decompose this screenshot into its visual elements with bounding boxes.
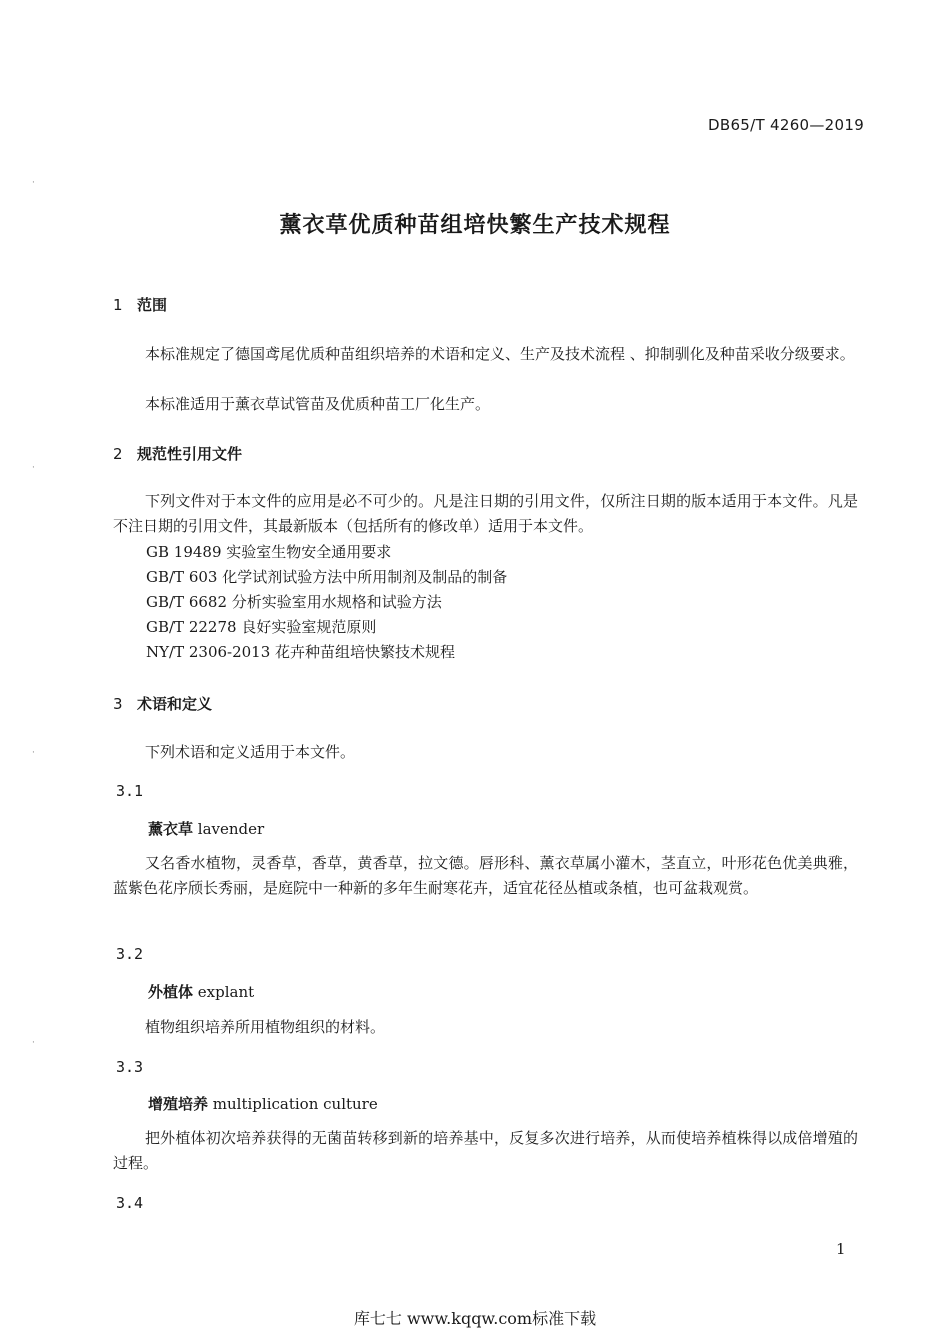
term-definition: 把外植体初次培养获得的无菌苗转移到新的培养基中，反复多次进行培养，从而使培养植株得以成倍增殖的过程。 [113,1129,858,1172]
term-en: multiplication culture [212,1095,378,1113]
scan-speck: · [32,1038,35,1048]
section-number: 1 [113,296,123,314]
paragraph: 下列文件对于本文件的应用是必不可少的。凡是注日期的引用文件，仅所注日期的版本适用于本文件。凡是不注日期的引用文件，其最新版本（包括所有的修改单）适用于本文件。 [113,492,858,535]
paragraph: 本标准规定了德国鸢尾优质种苗组织培养的术语和定义、生产及技术流程 、抑制驯化及种苗采收分级要求。 [145,345,855,363]
section-2-heading [113,443,242,464]
section-title: 规范性引用文件 [137,445,243,463]
scan-speck: · [32,463,35,473]
term-heading [148,1093,378,1114]
scan-speck: · [32,748,35,758]
term-number: 3.3 [116,1058,144,1076]
reference-item: GB 19489 实验室生物安全通用要求 [146,543,392,561]
term-definition: 又名香水植物，灵香草，香草，黄香草，拉文德。唇形科、薰衣草属小灌木，茎直立，叶形花色优美典雅，蓝紫色花序颀长秀丽，是庭院中一种新的多年生耐寒花卉，适宜花径丛植或条植，也可盆栽观赏。 [113,854,858,897]
section-number: 3 [113,695,123,713]
section-number: 2 [113,445,123,463]
section-title: 术语和定义 [137,695,213,713]
term-en: lavender [197,820,265,838]
reference-item: GB/T 603 化学试剂试验方法中所用制剂及制品的制备 [146,568,508,586]
section-3-heading [113,693,212,714]
section-title: 范围 [137,296,168,314]
reference-item: GB/T 6682 分析实验室用水规格和试验方法 [146,593,442,611]
term-cn: 薰衣草 [148,820,194,838]
term-cn: 外植体 [148,983,194,1001]
term-heading [148,818,264,839]
standard-number: DB65/T 4260—2019 [708,116,865,134]
term-definition: 植物组织培养所用植物组织的材料。 [145,1018,386,1036]
term-number: 3.2 [116,945,144,963]
scan-speck: · [32,178,35,188]
term-heading [148,981,254,1002]
reference-item: NY/T 2306-2013 花卉种苗组培快繁技术规程 [146,643,456,661]
reference-item: GB/T 22278 良好实验室规范原则 [146,618,377,636]
footer-watermark: 库七七 www.kqqw.com标准下载 [353,1309,597,1328]
term-cn: 增殖培养 [148,1095,209,1113]
page-number: 1 [836,1240,846,1258]
paragraph: 下列术语和定义适用于本文件。 [145,743,356,761]
term-en: explant [197,983,255,1001]
document-title: 薰衣草优质种苗组培快繁生产技术规程 [279,213,671,238]
paragraph: 本标准适用于薰衣草试管苗及优质种苗工厂化生产。 [145,395,491,413]
term-number: 3.1 [116,782,144,800]
term-number: 3.4 [116,1194,144,1212]
section-1-heading [113,294,167,315]
